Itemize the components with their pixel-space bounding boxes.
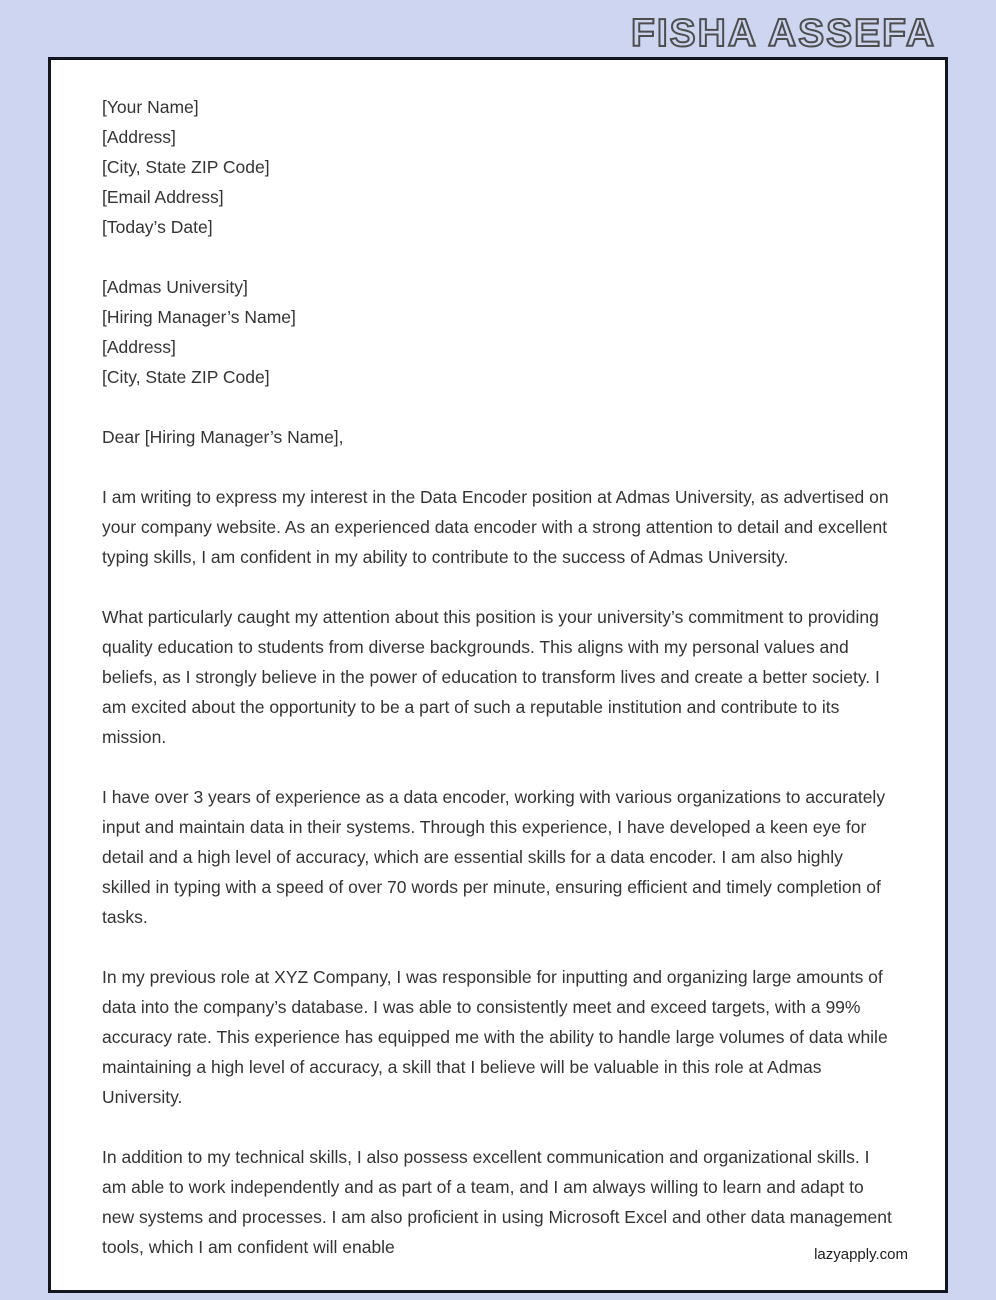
- sender-email-line: [Email Address]: [102, 187, 224, 207]
- sender-city-line: [City, State ZIP Code]: [102, 157, 270, 177]
- letter-body: [51, 60, 945, 1262]
- sender-address-line: [Address]: [102, 127, 176, 147]
- recipient-address-block: [102, 272, 894, 392]
- paragraph-motivation: What particularly caught my attention about this position is your university’s commitment to providing quality education to students from diverse backgrounds. This aligns with my personal values and beliefs, as I strongly believe in the power of education to transform lives and create a better society. I am excited about the opportunity to be a part of such a reputable institution and contribute to its mission.: [102, 607, 880, 747]
- author-name: FISHA ASSEFA: [631, 12, 936, 55]
- letter-page: [48, 57, 948, 1293]
- date-line: [Today’s Date]: [102, 217, 213, 237]
- paragraph-previous-role: In my previous role at XYZ Company, I was responsible for inputting and organizing large amounts of data into the company’s database. I was able to consistently meet and exceed targets, with a 99% accuracy rate. This experience has equipped me with the ability to handle large volumes of data while maintaining a high level of accuracy, a skill that I believe will be valuable in this role at Admas University.: [102, 967, 888, 1107]
- recipient-address-line: [Address]: [102, 337, 176, 357]
- salutation: Dear [Hiring Manager’s Name],: [102, 427, 344, 447]
- paragraph-skills: In addition to my technical skills, I also possess excellent communication and organizational skills. I am able to work independently and as part of a team, and I am always willing to learn and adapt to new systems and processes. I am also proficient in using Microsoft Excel and other data management tools, which I am confident will enable: [102, 1147, 892, 1257]
- sender-address-block: [102, 92, 894, 242]
- sender-name-line: [Your Name]: [102, 97, 199, 117]
- watermark: lazyapply.com: [814, 1246, 908, 1263]
- recipient-city-line: [City, State ZIP Code]: [102, 367, 270, 387]
- recipient-name-line: [Hiring Manager’s Name]: [102, 307, 296, 327]
- paragraph-experience: I have over 3 years of experience as a data encoder, working with various organizations to accurately input and maintain data in their systems. Through this experience, I have developed a keen eye for detail and a high level of accuracy, which are essential skills for a data encoder. I am also highly skilled in typing with a speed of over 70 words per minute, ensuring efficient and timely completion of tasks.: [102, 787, 886, 927]
- recipient-company-line: [Admas University]: [102, 277, 248, 297]
- paragraph-intro: I am writing to express my interest in the Data Encoder position at Admas University, as advertised on your company website. As an experienced data encoder with a strong attention to detail and excellent typing skills, I am confident in my ability to contribute to the success of Admas University.: [102, 487, 889, 567]
